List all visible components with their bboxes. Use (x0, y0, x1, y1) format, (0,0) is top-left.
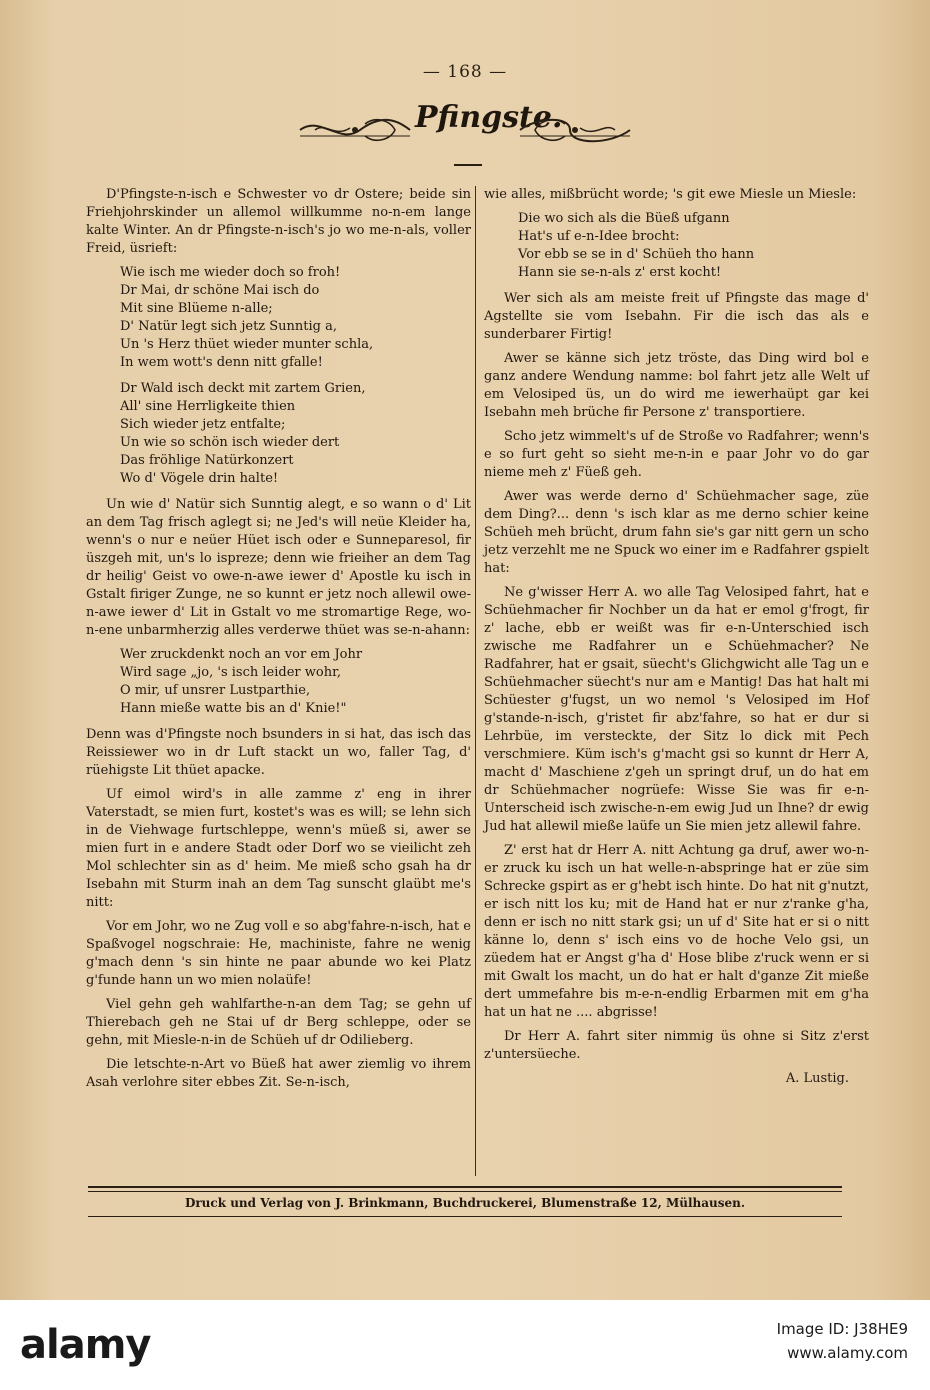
title-divider (454, 164, 482, 166)
verse-line: Wo d' Vögele drin halte! (120, 471, 279, 486)
paragraph: Z' erst hat dr Herr A. nitt Achtung ga druf, awer wo-n-er zruck ku isch un hat welle-n-abspringe hat er züe sim Schrecke gspirt as er g'hebt isch hinte. Do hat nit g'nutzt, er isch nitt los ku; mit de Hand hat er nur z'ranke g'ha, denn er isch no nitt stark gsi; un uf d' Site hat er si o nitt känne lo, denn s' isch eins vo de hoche Velo gsi, un züedem hat er Angst g'ha d' Hose blibe z'ruck wenn er si mit Gwalt los macht, un do hat er halt d'ganze Zit mieße dert ummefahre bis m-e-n-endlig Erbarmen mit em g'ha hat un hat ne .... abgrisse! (484, 843, 869, 1020)
verse-line: Wer zruckdenkt noch an vor em Johr (120, 647, 363, 662)
paragraph: Vor em Johr, wo ne Zug voll e so abg'fahre-n-isch, hat e Spaßvogel nogschraie: He, machiniste, fahre ne wenig g'mach denn 's sin hinte ne paar abunde wo kei Platz g'funde hann un wo mien nolaüfe! (86, 919, 471, 988)
page-title: Pfingste. (415, 100, 563, 135)
paragraph: Awer se känne sich jetz tröste, das Ding wird bol e ganz andere Wendung namme: bol fahrt jetz alle Welt uf em Velosiped üs, un do wird me iewerhaüpt gar kei Isebahn meh brüche fir Persone z' transportiere. (484, 351, 869, 420)
verse-line: Wie isch me wieder doch so froh! (120, 265, 341, 280)
verse-line: Hann sie se-n-als z' erst kocht! (518, 265, 722, 280)
paragraph: Viel gehn geh wahlfarthe-n-an dem Tag; se gehn uf Thierebach geh ne Stai uf dr Berg schleppe, oder se gehn, mit Miesle-n-in de Schüeh uf dr Odilieberg. (86, 997, 471, 1048)
footer-rule (88, 1191, 842, 1192)
verse-line: In wem wott's denn nitt gfalle! (120, 355, 323, 370)
paragraph: Uf eimol wird's in alle zamme z' eng in ihrer Vaterstadt, se mien furt, kostet's was es will; se lehn sich in de Viehwage furtschleppe, wenn's müeß si, awer se mien furt in e andere Stadt oder Dorf wo se vieilicht zeh Mol schlechter sin as d' heim. Me mieß scho gsah ha dr Isebahn mit Sturm inah an dem Tag sunscht glaübt me's nitt: (86, 787, 471, 910)
paragraph: D'Pfingste-n-isch e Schwester vo dr Ostere; beide sin Friehjohrskinder un allemol willkumme no-n-em lange kalte Winter. An dr Pfingste-n-isch's jo wo me-n-als, voller Freid, üsrieft: (86, 187, 471, 256)
verse-line: Wird sage „jo, 's isch leider wohr, (120, 665, 341, 680)
paragraph: Scho jetz wimmelt's uf de Stroße vo Radfahrer; wenn's e so furt geht so sieht me-n-in e paar Johr vo do gar nieme meh z' Füeß geh. (484, 429, 869, 480)
verse-line: Dr Mai, dr schöne Mai isch do (120, 283, 320, 298)
verse-line: Mit sine Blüeme n-alle; (120, 301, 273, 316)
page-number: — 168 — (422, 62, 508, 82)
verse-line: Die wo sich als die Büeß ufgann (518, 211, 730, 226)
verse (518, 210, 869, 282)
image-id-label: Image ID: J38HE9 (776, 1320, 908, 1338)
paragraph: Awer was werde derno d' Schüehmacher sage, züe dem Ding?... denn 's isch klar as me derno schier keine Schüeh meh brücht, drum fahn sie's gar nitt gern un scho jetz verzehlt me ne Spuck wo einer im e Radfahrer gspielt hat: (484, 489, 869, 576)
verse-line: Hann mieße watte bis an d' Knie!" (120, 701, 347, 716)
verse-line: Dr Wald isch deckt mit zartem Grien, (120, 381, 366, 396)
paragraph: Un wie d' Natür sich Sunntig alegt, e so wann o d' Lit an dem Tag frisch aglegt si; ne Jed's will neüe Kleider ha, wenn's o nur e neüer Hüet isch oder e Sunneparesol, fir üszgeh mit, un's lo ispreze; denn wie frieiher an dem Tag dr heilig' Geist vo owe-n-awe iewer d' Apostle ku isch in Gstalt firiger Zunge, ne so kunnt er jetz noch allewil owe-n-awe iewer d' Lit in Gstalt vo me stromartige Rege, wo-n-ene unbarmherzig alles verderwe thüet was se-n-ahann: (86, 497, 471, 638)
left-column (86, 186, 471, 1098)
verse-line: Sich wieder jetz entfalte; (120, 417, 286, 432)
title-block (295, 100, 635, 160)
verse-line: Vor ebb se se in d' Schüeh tho hann (518, 247, 755, 262)
verse-line: All' sine Herrligkeite thien (120, 399, 296, 414)
footer-rule (88, 1186, 842, 1188)
flourish-ornament-icon (515, 110, 635, 150)
verse (120, 380, 471, 488)
paragraph: Ne g'wisser Herr A. wo alle Tag Velosiped fahrt, hat e Schüehmacher fir Nochber un da hat er emol g'frogt, fir z' lache, ebb er weißt was fir e-n-Unterschied isch zwische me Radfahrer un e Schüehmacher? Ne Radfahrer, hat er gsait, süecht's Glichgwicht alle Tag un e Schüehmacher süecht's nur am e Mantig! Das hat halt mi Schüester g'fugst, un wo nemol 's Velosiped im Hof g'stande-n-isch, g'ristet fir abz'fahre, so hat er dur si Lehrbüe, im versteckte, der Sitz lo dick mit Pech verschmiere. Küm isch's g'macht gsi so kunnt dr Herr A, macht d' Maschiene z'geh un springt druf, un do hat em dr Schüehmacher nogrüefe: Wisse Sie was fir e-n-Unterscheid isch zwische-n-em ewig Jud un Ihne? dr ewig Jud hat allewil mieße laüfe un Sie mien jetz allewil fahre. (484, 585, 869, 834)
verse-line: Un 's Herz thüet wieder munter schla, (120, 337, 374, 352)
printer-imprint: Druck und Verlag von J. Brinkmann, Buchdruckerei, Blumenstraße 12, Mülhausen. (184, 1196, 746, 1210)
flourish-ornament-icon (295, 110, 415, 150)
author-signature: A. Lustig. (785, 1071, 849, 1086)
verse (120, 646, 471, 718)
verse-line: Un wie so schön isch wieder dert (120, 435, 340, 450)
verse (120, 264, 471, 372)
column-divider (475, 186, 476, 1176)
paragraph: Denn was d'Pfingste noch bsunders in si hat, das isch das Reissiewer wo in dr Luft stackt un wo, faller Tag, d' rüehigste Lit thüet apacke. (86, 727, 471, 778)
alamy-logo: alamy (20, 1322, 151, 1368)
verse-line: O mir, uf unsrer Lustparthie, (120, 683, 311, 698)
verse-line: Hat's uf e-n-Idee brocht: (518, 229, 680, 244)
site-url: www.alamy.com (787, 1344, 908, 1362)
paragraph: Die letschte-n-Art vo Büeß hat awer ziemlig vo ihrem Asah verlohre siter ebbes Zit. Se-n-isch, (86, 1057, 471, 1090)
right-column (484, 186, 869, 1088)
footer-rule (88, 1216, 842, 1217)
paragraph: Wer sich als am meiste freit uf Pfingste das mage d' Agstellte sie vom Isebahn. Fir die isch das als e sunderbarer Firtig! (484, 291, 869, 342)
paragraph: wie alles, mißbrücht worde; 's git ewe Miesle un Miesle: (484, 187, 857, 202)
stock-watermark-bar (0, 1300, 930, 1390)
verse-line: D' Natür legt sich jetz Sunntig a, (120, 319, 338, 334)
paragraph: Dr Herr A. fahrt siter nimmig üs ohne si Sitz z'erst z'untersüeche. (484, 1029, 869, 1062)
verse-line: Das fröhlige Natürkonzert (120, 453, 294, 468)
